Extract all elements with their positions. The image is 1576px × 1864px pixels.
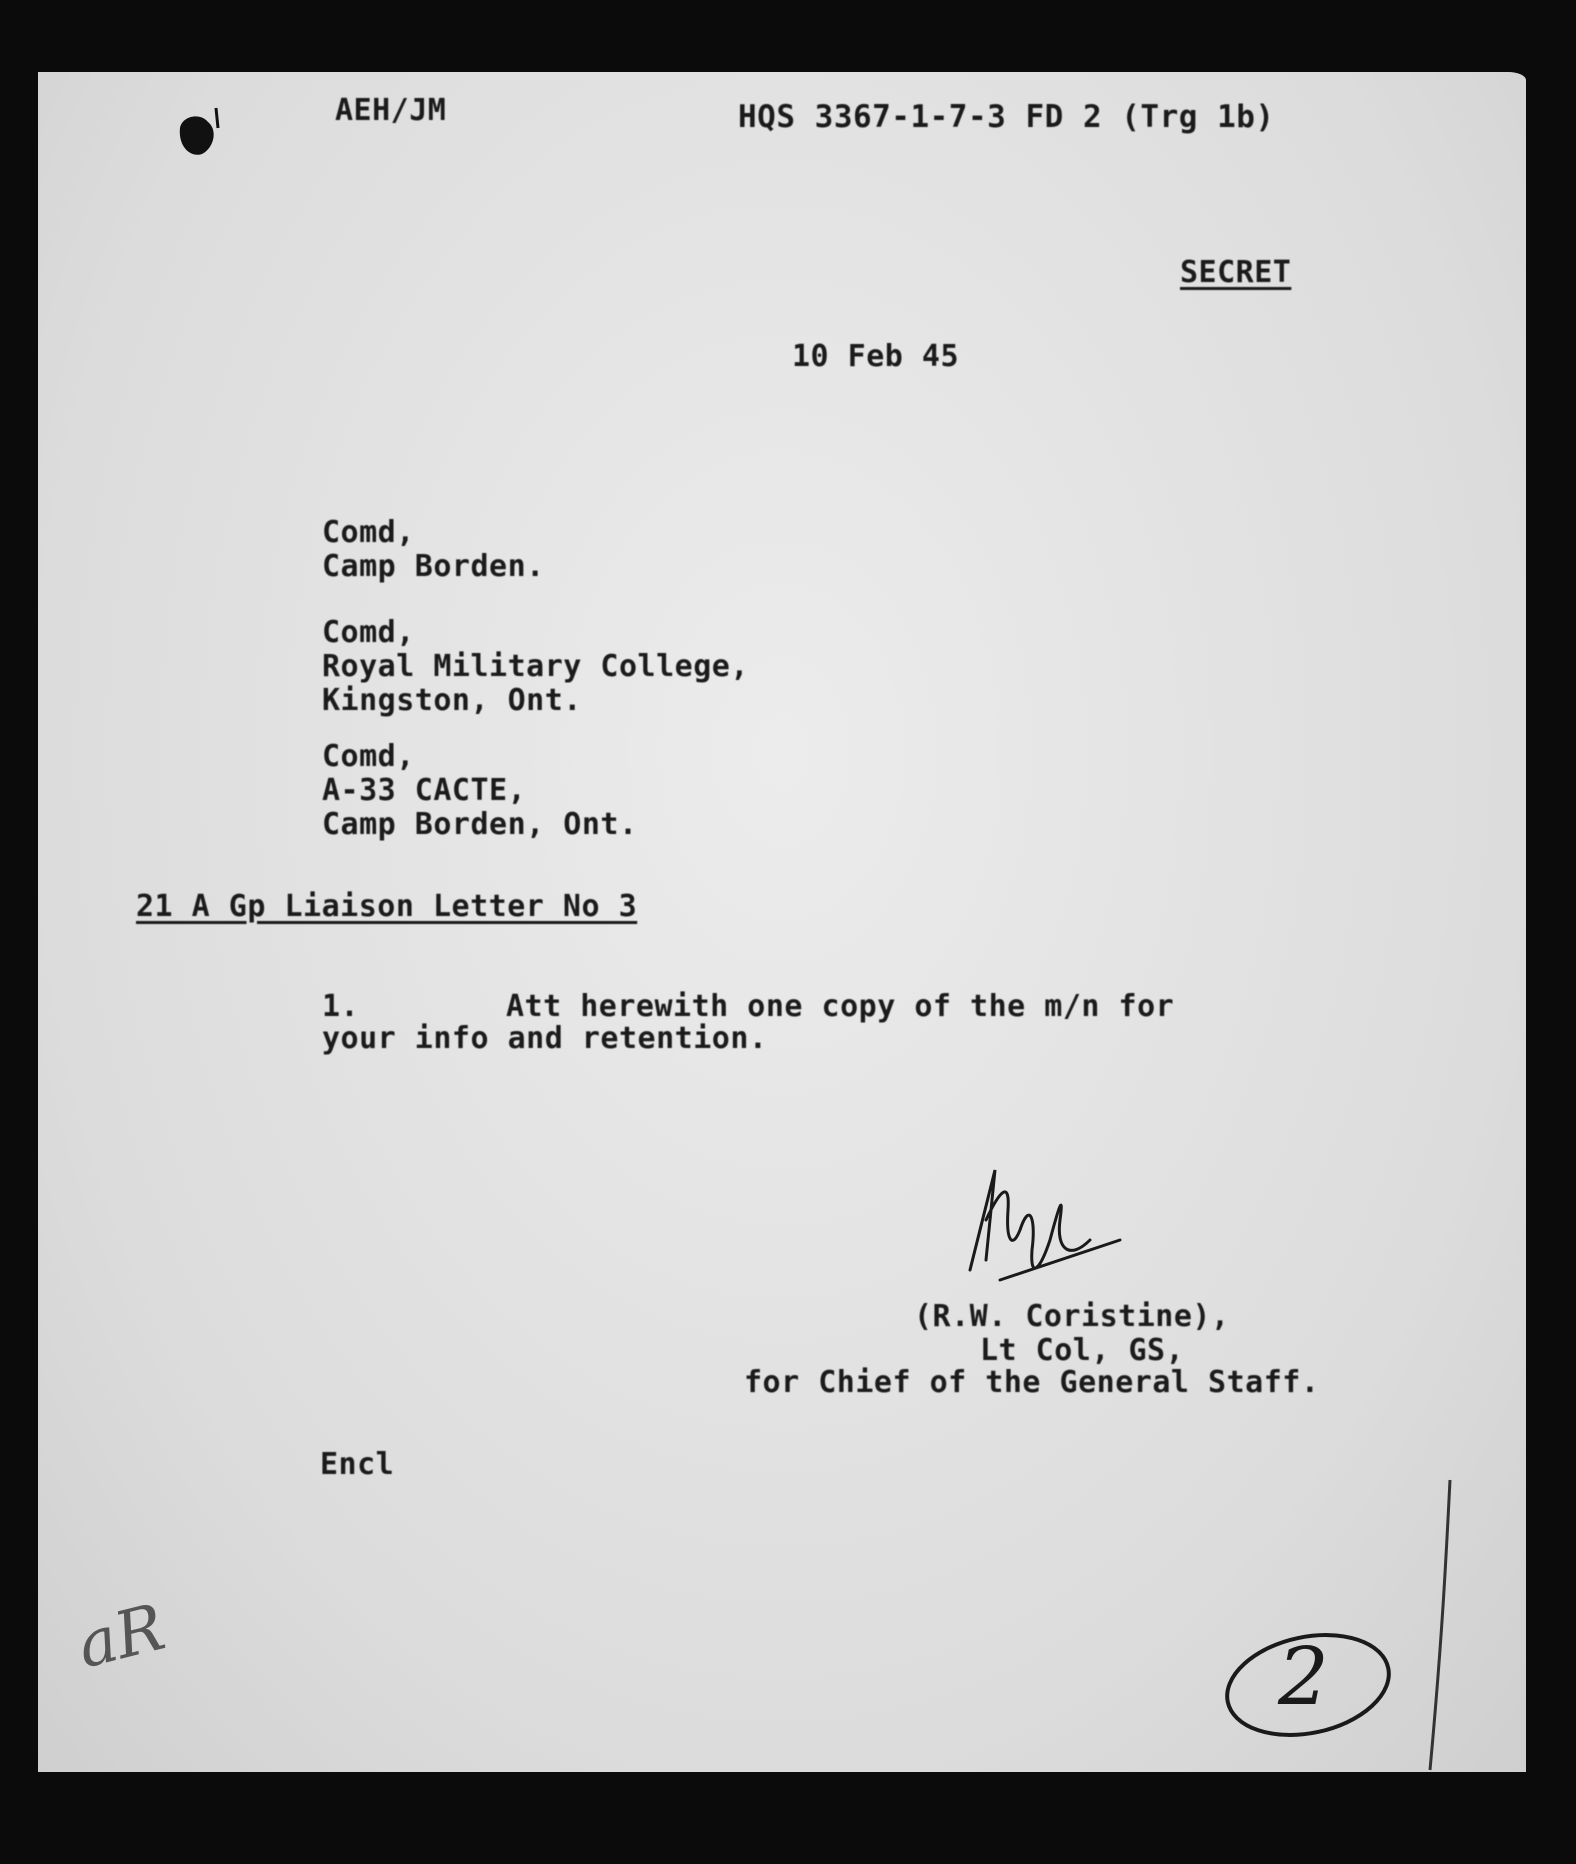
addressee-3 [322,740,638,842]
addressee-2 [322,616,749,718]
addressee-2-line3: Kingston, Ont. [322,683,582,718]
page-number: 2 [1278,1630,1329,1723]
addressee-3-line3: Camp Borden, Ont. [322,807,638,842]
handwritten-signature [940,1160,1140,1310]
signatory-authority: for Chief of the General Staff. [744,1365,1320,1400]
paragraph-line-1: Att herewith one copy of the m/n for [506,989,1175,1024]
addressee-2-line1: Comd, [322,615,415,650]
signatory-rank: Lt Col, GS, [980,1333,1185,1368]
initials-ref: AEH/JM [335,93,447,128]
handwritten-initials: aR [70,1590,173,1684]
classification-marking: SECRET [1180,255,1292,290]
file-reference: HQS 3367-1-7-3 FD 2 (Trg 1b) [738,99,1275,135]
letter-date: 10 Feb 45 [792,339,960,374]
paragraph-line-2: your info and retention. [322,1021,768,1056]
paragraph-number: 1. [322,989,360,1024]
signatory-name: (R.W. Coristine), [914,1299,1230,1334]
addressee-3-line2: A-33 CACTE, [322,773,527,808]
ink-blot-mark [172,108,232,168]
addressee-2-line2: Royal Military College, [322,649,749,684]
addressee-1 [322,516,545,584]
enclosure-note: Encl [320,1447,395,1482]
addressee-1-line1: Comd, [322,515,415,550]
addressee-3-line1: Comd, [322,739,415,774]
margin-line [1420,1480,1460,1780]
addressee-1-line2: Camp Borden. [322,549,545,584]
subject-heading: 21 A Gp Liaison Letter No 3 [136,889,638,924]
